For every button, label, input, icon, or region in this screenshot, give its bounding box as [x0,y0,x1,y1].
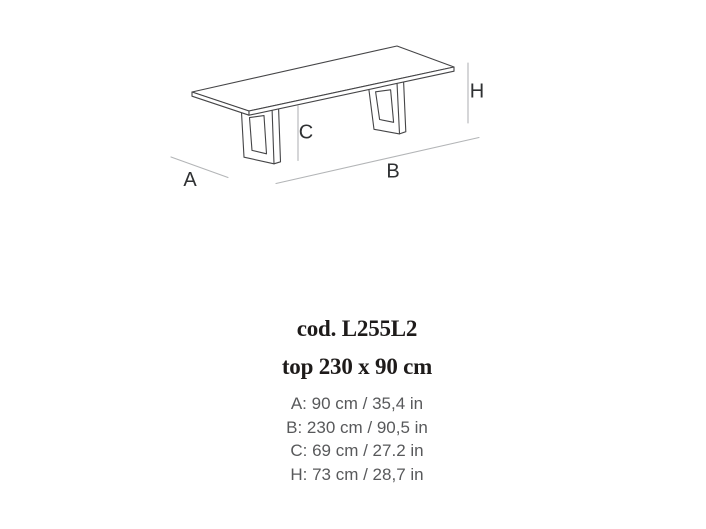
dim-label-h: H [469,80,485,103]
product-code: cod. L255L2 [296,316,418,341]
dimension-item-h: H: 73 cm / 28,7 in [290,464,424,484]
product-top-size: top 230 x 90 cm [281,354,433,379]
dimension-list [4,392,706,486]
dimension-item-a: A: 90 cm / 35,4 in [290,394,424,413]
dimension-item-c: C: 69 cm / 27.2 in [290,441,424,460]
dim-line-a [171,157,228,178]
table-drawing [192,46,454,164]
product-info [4,316,706,486]
table-dimension-diagram [0,0,706,240]
dim-label-b: B [386,160,400,183]
table-right-leg [369,82,406,134]
dim-label-a: A [183,169,197,191]
dim-line-b [276,138,479,184]
dim-label-c: C [298,121,314,144]
table-top [192,46,454,115]
left-leg-opening [250,116,267,154]
dimension-item-b: B: 230 cm / 90,5 in [286,417,428,437]
